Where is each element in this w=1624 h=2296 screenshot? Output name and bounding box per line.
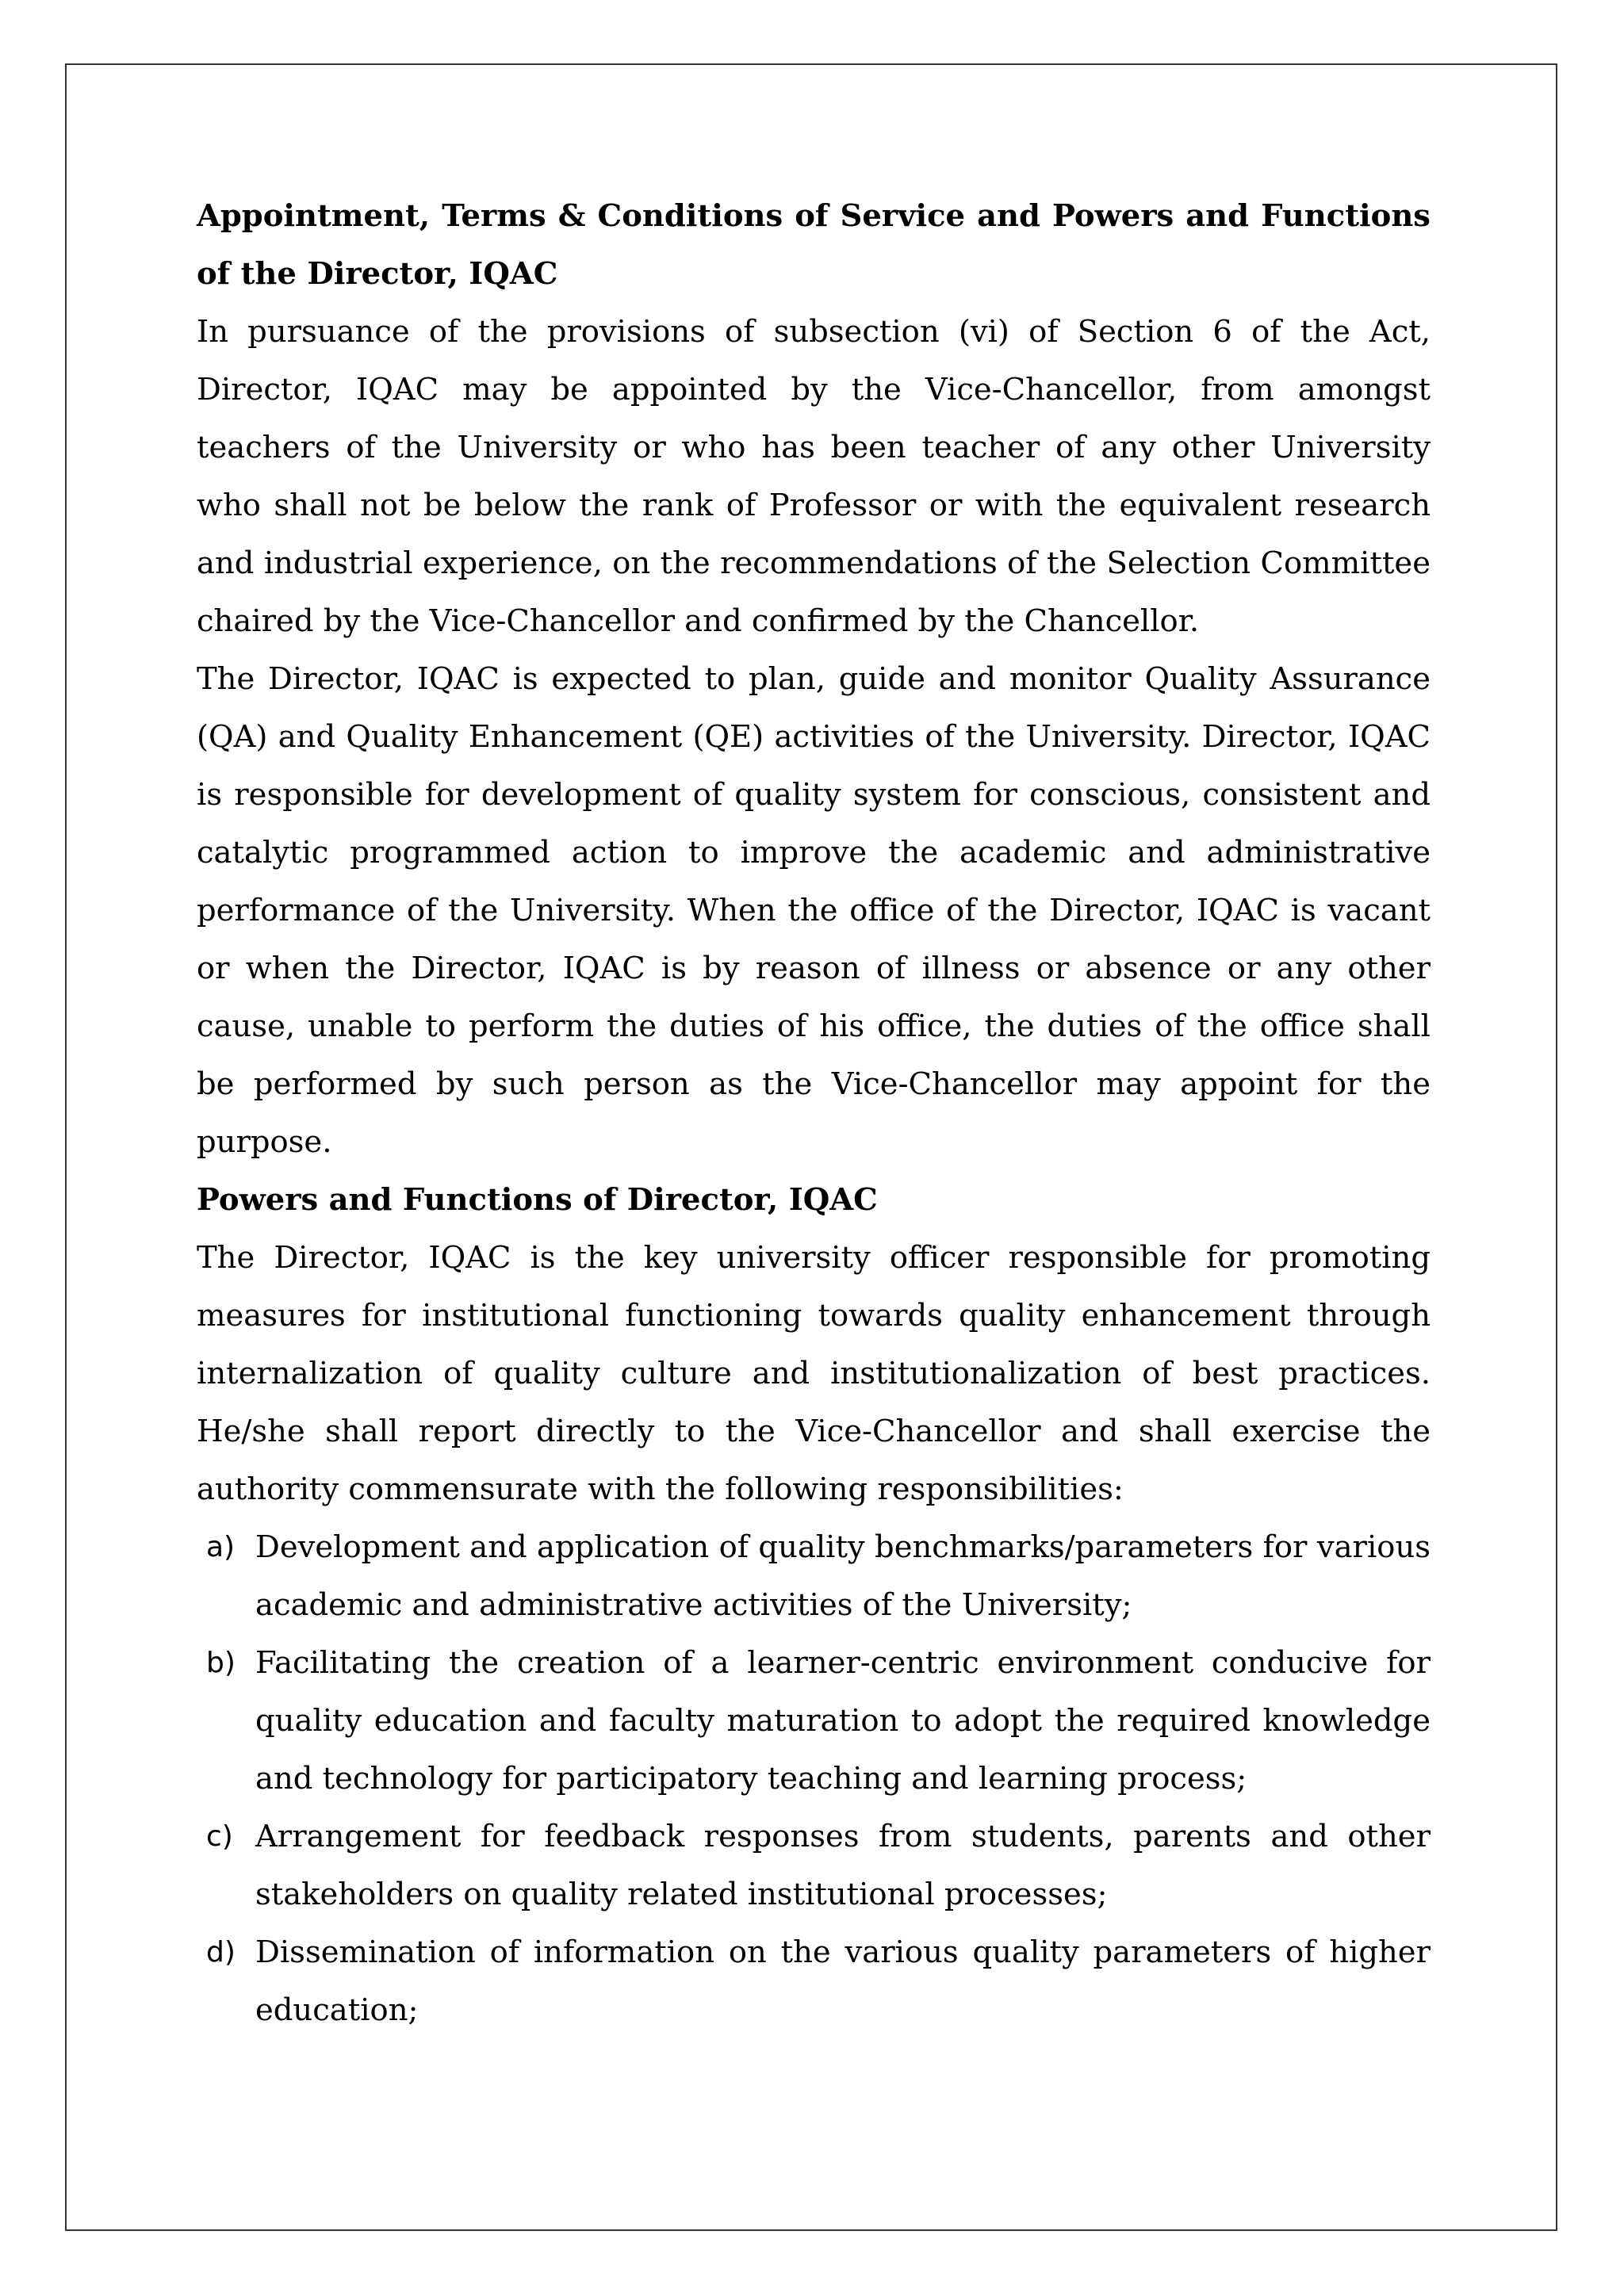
list-item-text: Dissemination of information on the various quality parameters of higher education;	[255, 1934, 1431, 2028]
section-heading-appointment: Appointment, Terms & Conditions of Service and Powers and Functions of the Director, IQAC	[197, 198, 1431, 292]
list-item-text: Arrangement for feedback responses from students, parents and other stakeholders on quality related institutional processes;	[255, 1819, 1431, 1912]
section-heading-powers: Powers and Functions of Director, IQAC	[197, 1182, 878, 1218]
list-item	[197, 1518, 1431, 1634]
responsibilities-list	[197, 1518, 1431, 2039]
list-item-text: Development and application of quality benchmarks/parameters for various academic and administrative activities of the University;	[255, 1529, 1431, 1623]
list-item	[197, 1634, 1431, 1808]
list-item-text: Facilitating the creation of a learner-centric environment conducive for quality education and faculty maturation to adopt the required knowledge and technology for participatory teaching and learning process;	[255, 1645, 1431, 1797]
list-marker: b)	[206, 1647, 236, 1679]
list-item	[197, 1923, 1431, 2039]
paragraph-role: The Director, IQAC is expected to plan, guide and monitor Quality Assurance (QA) and Quality Enhancement (QE) activities of the University. Director, IQAC is responsible for development of quality system for conscious, consistent and catalytic programmed action to improve the academic and administrative performance of the University. When the office of the Director, IQAC is vacant or when the Director, IQAC is by reason of illness or absence or any other cause, unable to perform the duties of his office, the duties of the office shall be performed by such person as the Vice-Chancellor may appoint for the purpose.	[197, 661, 1431, 1160]
list-marker: d)	[206, 1936, 236, 1969]
list-marker: a)	[206, 1531, 236, 1563]
paragraph-powers-intro: The Director, IQAC is the key university officer responsible for promoting measures for institutional functioning towards quality enhancement through internalization of quality culture and institutionalization of best practices. He/she shall report directly to the Vice-Chancellor and shall exercise the authority commensurate with the following responsibilities:	[197, 1240, 1431, 1507]
paragraph-appointment: In pursuance of the provisions of subsection (vi) of Section 6 of the Act, Director, IQAC may be appointed by the Vice-Chancellor, from amongst teachers of the University or who has been teacher of any other University who shall not be below the rank of Professor or with the equivalent research and industrial experience, on the recommendations of the Selection Committee chaired by the Vice-Chancellor and confirmed by the Chancellor.	[197, 314, 1431, 639]
list-marker: c)	[206, 1820, 233, 1853]
document-body	[197, 187, 1431, 2039]
list-item	[197, 1808, 1431, 1923]
